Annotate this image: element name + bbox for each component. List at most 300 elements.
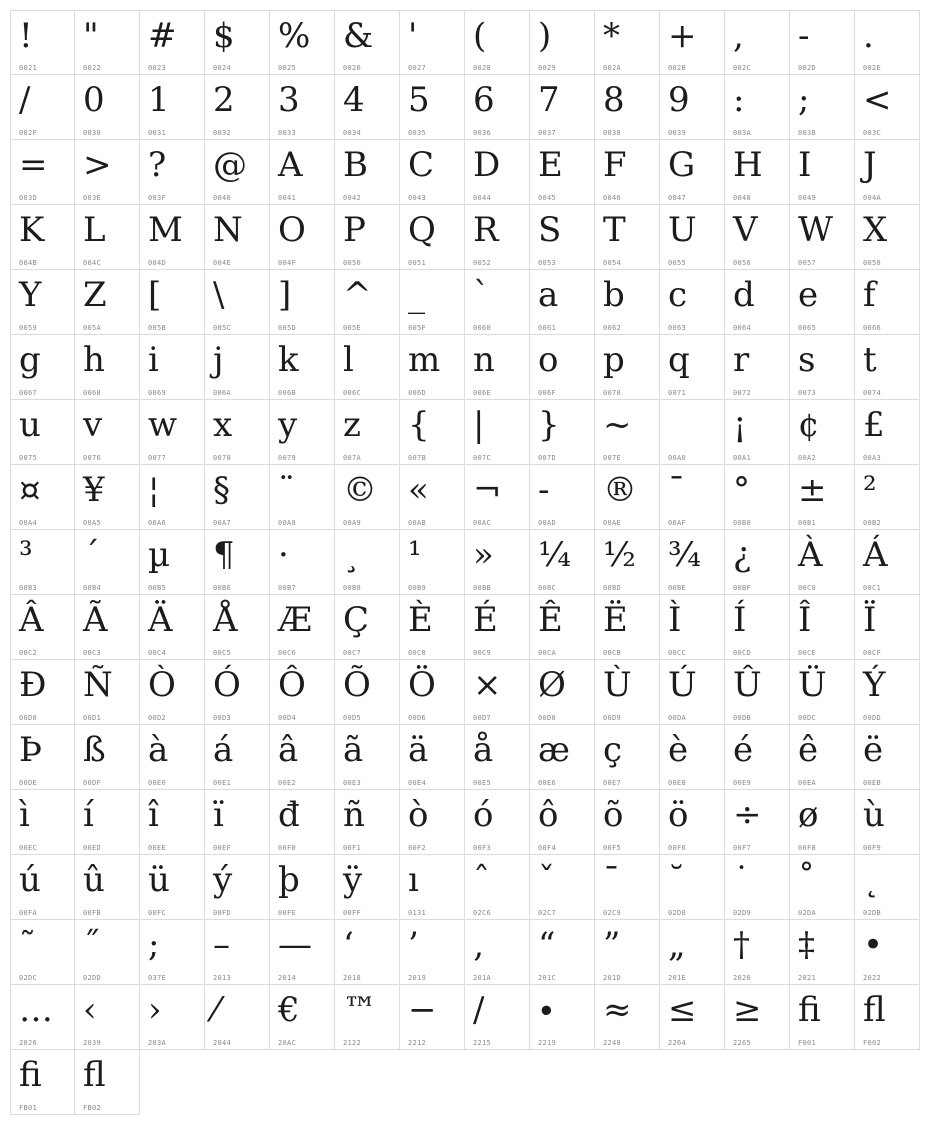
glyph-cell xyxy=(725,75,790,140)
glyph-codepoint-label: 0027 xyxy=(408,64,427,72)
glyph-cell xyxy=(790,595,855,660)
glyph-cell xyxy=(465,75,530,140)
glyph-character: ˜ xyxy=(19,925,36,965)
glyph-codepoint-label: 005A xyxy=(83,324,102,332)
glyph-character: · xyxy=(278,535,289,575)
glyph-character: . xyxy=(863,16,874,56)
glyph-cell xyxy=(335,660,400,725)
glyph-codepoint-label: 007A xyxy=(343,454,362,462)
glyph-character: Ì xyxy=(668,600,682,640)
glyph-character: , xyxy=(733,16,744,56)
glyph-cell xyxy=(855,400,920,465)
glyph-cell xyxy=(595,920,660,985)
glyph-codepoint-label: F002 xyxy=(863,1039,882,1047)
glyph-character: u xyxy=(19,405,41,445)
glyph-character: o xyxy=(538,340,559,380)
glyph-codepoint-label: 2248 xyxy=(603,1039,622,1047)
glyph-character: Ó xyxy=(213,665,241,705)
glyph-cell xyxy=(75,400,140,465)
glyph-codepoint-label: 006F xyxy=(538,389,557,397)
glyph-character: v xyxy=(83,405,103,445)
glyph-codepoint-label: 004C xyxy=(83,259,102,267)
glyph-codepoint-label: 002D xyxy=(798,64,817,72)
glyph-cell xyxy=(270,140,335,205)
glyph-character: s xyxy=(798,340,816,380)
glyph-codepoint-label: 00FF xyxy=(343,909,362,917)
glyph-character: = xyxy=(19,145,48,185)
glyph-cell xyxy=(10,465,75,530)
glyph-cell xyxy=(660,10,725,75)
glyph-cell xyxy=(855,75,920,140)
glyph-cell xyxy=(530,920,595,985)
glyph-codepoint-label: 0038 xyxy=(603,129,622,137)
glyph-codepoint-label: 00E4 xyxy=(408,779,427,787)
glyph-cell xyxy=(855,855,920,920)
glyph-cell xyxy=(595,985,660,1050)
glyph-cell xyxy=(270,595,335,660)
glyph-codepoint-label: 003C xyxy=(863,129,882,137)
glyph-codepoint-label: 0024 xyxy=(213,64,232,72)
glyph-codepoint-label: 00A6 xyxy=(148,519,167,527)
glyph-codepoint-label: 00F5 xyxy=(603,844,622,852)
glyph-cell xyxy=(205,920,270,985)
glyph-character: Å xyxy=(213,600,238,640)
glyph-cell xyxy=(530,660,595,725)
glyph-codepoint-label: 201E xyxy=(668,974,687,982)
glyph-cell xyxy=(595,855,660,920)
glyph-character: A xyxy=(278,145,303,185)
glyph-codepoint-label: 0075 xyxy=(19,454,38,462)
glyph-cell xyxy=(790,660,855,725)
glyph-cell xyxy=(595,75,660,140)
glyph-cell xyxy=(660,920,725,985)
glyph-codepoint-label: 02DD xyxy=(83,974,102,982)
glyph-codepoint-label: 0046 xyxy=(603,194,622,202)
glyph-cell xyxy=(400,530,465,595)
glyph-cell xyxy=(270,270,335,335)
glyph-cell xyxy=(270,855,335,920)
glyph-cell xyxy=(270,790,335,855)
glyph-character: æ xyxy=(538,730,570,770)
glyph-cell xyxy=(855,725,920,790)
glyph-codepoint-label: 00DC xyxy=(798,714,817,722)
glyph-character: S xyxy=(538,210,562,250)
glyph-cell xyxy=(400,660,465,725)
glyph-character: ⁄ xyxy=(213,990,219,1030)
glyph-cell xyxy=(335,595,400,660)
glyph-character: J xyxy=(863,145,877,185)
glyph-cell xyxy=(400,75,465,140)
glyph-character: Ï xyxy=(863,600,877,640)
glyph-character: m xyxy=(408,340,441,380)
glyph-codepoint-label: 00B9 xyxy=(408,584,427,592)
glyph-codepoint-label: 00BF xyxy=(733,584,752,592)
glyph-codepoint-label: 2212 xyxy=(408,1039,427,1047)
glyph-character: đ xyxy=(278,795,300,835)
glyph-cell xyxy=(595,140,660,205)
glyph-codepoint-label: 0035 xyxy=(408,129,427,137)
glyph-character: ) xyxy=(538,16,552,56)
glyph-codepoint-label: 006E xyxy=(473,389,492,397)
glyph-codepoint-label: 00FB xyxy=(83,909,102,917)
glyph-character: 7 xyxy=(538,80,560,120)
glyph-cell xyxy=(205,205,270,270)
glyph-character: ˝ xyxy=(83,925,100,965)
glyph-cell xyxy=(335,400,400,465)
glyph-cell xyxy=(205,985,270,1050)
glyph-codepoint-label: 0068 xyxy=(83,389,102,397)
glyph-cell xyxy=(140,75,205,140)
glyph-cell xyxy=(75,920,140,985)
glyph-character: ˛ xyxy=(863,860,880,900)
glyph-cell xyxy=(205,530,270,595)
glyph-codepoint-label: 0025 xyxy=(278,64,297,72)
glyph-character: } xyxy=(538,405,560,445)
glyph-codepoint-label: 00E1 xyxy=(213,779,232,787)
glyph-character: g xyxy=(19,340,41,380)
glyph-cell xyxy=(400,790,465,855)
glyph-character: H xyxy=(733,145,763,185)
glyph-codepoint-label: 0051 xyxy=(408,259,427,267)
glyph-codepoint-label: 002C xyxy=(733,64,752,72)
glyph-codepoint-label: 00D4 xyxy=(278,714,297,722)
glyph-cell xyxy=(855,465,920,530)
glyph-codepoint-label: 00CF xyxy=(863,649,882,657)
glyph-codepoint-label: 00CC xyxy=(668,649,687,657)
glyph-codepoint-label: F001 xyxy=(798,1039,817,1047)
glyph-codepoint-label: 0074 xyxy=(863,389,882,397)
glyph-character: — xyxy=(278,925,312,965)
glyph-character: ` xyxy=(473,275,490,315)
glyph-codepoint-label: 00A4 xyxy=(19,519,38,527)
glyph-cell xyxy=(10,985,75,1050)
glyph-character: _ xyxy=(408,275,425,315)
glyph-character: Í xyxy=(733,600,747,640)
glyph-cell xyxy=(140,140,205,205)
glyph-character: ˉ xyxy=(603,860,620,900)
glyph-codepoint-label: 00C8 xyxy=(408,649,427,657)
glyph-codepoint-label: 00A5 xyxy=(83,519,102,527)
glyph-character: t xyxy=(863,340,877,380)
glyph-cell xyxy=(335,530,400,595)
glyph-character: “ xyxy=(538,925,556,965)
glyph-codepoint-label: 00F0 xyxy=(278,844,297,852)
glyph-character: b xyxy=(603,275,625,315)
glyph-character: ﬂ xyxy=(863,990,886,1030)
glyph-character: ﬁ xyxy=(798,990,821,1030)
glyph-cell xyxy=(270,335,335,400)
glyph-character: ¿ xyxy=(733,535,752,575)
glyph-cell xyxy=(855,790,920,855)
glyph-cell xyxy=(270,75,335,140)
glyph-character: õ xyxy=(603,795,624,835)
glyph-codepoint-label: 00B0 xyxy=(733,519,752,527)
glyph-codepoint-label: 00D2 xyxy=(148,714,167,722)
glyph-character: P xyxy=(343,210,366,250)
glyph-character: Ü xyxy=(798,665,827,705)
glyph-cell xyxy=(530,855,595,920)
glyph-cell xyxy=(335,920,400,985)
glyph-character: − xyxy=(408,990,437,1030)
glyph-codepoint-label: 00CD xyxy=(733,649,752,657)
glyph-cell xyxy=(660,595,725,660)
glyph-codepoint-label: 00F9 xyxy=(863,844,882,852)
glyph-character: [ xyxy=(148,275,162,315)
glyph-codepoint-label: 00FA xyxy=(19,909,38,917)
glyph-codepoint-label: 00D1 xyxy=(83,714,102,722)
glyph-codepoint-label: 0076 xyxy=(83,454,102,462)
glyph-cell xyxy=(270,725,335,790)
glyph-cell xyxy=(725,530,790,595)
glyph-cell xyxy=(335,270,400,335)
glyph-cell xyxy=(790,530,855,595)
glyph-codepoint-label: 00EE xyxy=(148,844,167,852)
glyph-cell xyxy=(465,790,530,855)
glyph-character: Ñ xyxy=(83,665,113,705)
glyph-cell xyxy=(465,140,530,205)
glyph-character: Û xyxy=(733,665,762,705)
glyph-codepoint-label: 006B xyxy=(278,389,297,397)
glyph-character: + xyxy=(668,16,697,56)
glyph-cell xyxy=(725,335,790,400)
glyph-character: ç xyxy=(603,730,623,770)
glyph-codepoint-label: 00BE xyxy=(668,584,687,592)
glyph-cell xyxy=(660,335,725,400)
glyph-character: è xyxy=(668,730,689,770)
glyph-character: V xyxy=(733,210,758,250)
glyph-character: È xyxy=(408,600,433,640)
glyph-character: à xyxy=(148,730,169,770)
glyph-character: R xyxy=(473,210,499,250)
glyph-cell xyxy=(335,75,400,140)
glyph-codepoint-label: 00F6 xyxy=(668,844,687,852)
glyph-character: \ xyxy=(213,275,225,315)
glyph-character: @ xyxy=(213,145,247,185)
glyph-codepoint-label: 02DA xyxy=(798,909,817,917)
glyph-character: ˘ xyxy=(668,860,685,900)
glyph-codepoint-label: 203A xyxy=(148,1039,167,1047)
glyph-codepoint-label: 2021 xyxy=(798,974,817,982)
glyph-cell xyxy=(725,660,790,725)
glyph-codepoint-label: 006A xyxy=(213,389,232,397)
glyph-character: ( xyxy=(473,16,487,56)
glyph-cell xyxy=(855,335,920,400)
glyph-codepoint-label: 0078 xyxy=(213,454,232,462)
glyph-character: 8 xyxy=(603,80,625,120)
glyph-cell xyxy=(595,205,660,270)
glyph-cell xyxy=(400,140,465,205)
glyph-codepoint-label: 0033 xyxy=(278,129,297,137)
glyph-codepoint-label: 007C xyxy=(473,454,492,462)
glyph-character: ˇ xyxy=(538,860,555,900)
glyph-cell xyxy=(205,270,270,335)
glyph-character: ı xyxy=(408,860,419,900)
glyph-codepoint-label: 0066 xyxy=(863,324,882,332)
glyph-codepoint-label: 005F xyxy=(408,324,427,332)
glyph-character: ≈ xyxy=(603,990,632,1030)
glyph-codepoint-label: 0056 xyxy=(733,259,752,267)
glyph-character: ý xyxy=(213,860,233,900)
glyph-codepoint-label: 004D xyxy=(148,259,167,267)
glyph-cell xyxy=(595,595,660,660)
glyph-character: 0 xyxy=(83,80,105,120)
glyph-codepoint-label: 0071 xyxy=(668,389,687,397)
glyph-character: c xyxy=(668,275,688,315)
glyph-character: | xyxy=(473,405,485,445)
glyph-character: f xyxy=(863,275,876,315)
glyph-codepoint-label: 00C5 xyxy=(213,649,232,657)
glyph-character: … xyxy=(19,990,53,1030)
glyph-cell xyxy=(10,595,75,660)
glyph-character: 9 xyxy=(668,80,690,120)
glyph-cell xyxy=(725,855,790,920)
glyph-cell xyxy=(855,10,920,75)
glyph-codepoint-label: 2013 xyxy=(213,974,232,982)
glyph-cell xyxy=(75,660,140,725)
glyph-character: • xyxy=(863,925,884,965)
glyph-character: ¡ xyxy=(733,405,747,445)
glyph-character: ¨ xyxy=(278,470,295,510)
glyph-character: ã xyxy=(343,730,364,770)
glyph-character: 5 xyxy=(408,80,430,120)
glyph-character: é xyxy=(733,730,754,770)
glyph-cell xyxy=(725,920,790,985)
glyph-character: Ò xyxy=(148,665,176,705)
glyph-cell xyxy=(530,400,595,465)
glyph-codepoint-label: 0041 xyxy=(278,194,297,202)
glyph-cell xyxy=(10,140,75,205)
glyph-cell xyxy=(400,335,465,400)
glyph-codepoint-label: 2022 xyxy=(863,974,882,982)
glyph-codepoint-label: FB01 xyxy=(19,1104,38,1112)
glyph-codepoint-label: 00D5 xyxy=(343,714,362,722)
glyph-codepoint-label: 00D0 xyxy=(19,714,38,722)
glyph-cell xyxy=(660,75,725,140)
glyph-codepoint-label: 2018 xyxy=(343,974,362,982)
glyph-codepoint-label: 02C6 xyxy=(473,909,492,917)
glyph-codepoint-label: 00EF xyxy=(213,844,232,852)
glyph-character: ß xyxy=(83,730,106,770)
glyph-codepoint-label: 00E6 xyxy=(538,779,557,787)
glyph-character: Ú xyxy=(668,665,697,705)
glyph-character: # xyxy=(148,16,177,56)
glyph-codepoint-label: 037E xyxy=(148,974,167,982)
glyph-codepoint-label: 0077 xyxy=(148,454,167,462)
glyph-cell xyxy=(725,790,790,855)
glyph-cell xyxy=(595,400,660,465)
glyph-cell xyxy=(10,335,75,400)
glyph-codepoint-label: 005C xyxy=(213,324,232,332)
glyph-cell xyxy=(725,140,790,205)
glyph-cell xyxy=(530,270,595,335)
glyph-cell xyxy=(270,530,335,595)
glyph-character: Æ xyxy=(278,600,313,640)
glyph-codepoint-label: 2264 xyxy=(668,1039,687,1047)
glyph-codepoint-label: 00CE xyxy=(798,649,817,657)
glyph-character: i xyxy=(148,340,159,380)
glyph-character: z xyxy=(343,405,361,445)
glyph-codepoint-label: 00A9 xyxy=(343,519,362,527)
glyph-cell xyxy=(10,270,75,335)
glyph-codepoint-label: 0030 xyxy=(83,129,102,137)
glyph-codepoint-label: 0028 xyxy=(473,64,492,72)
glyph-codepoint-label: 0054 xyxy=(603,259,622,267)
glyph-character: ; xyxy=(798,80,810,120)
glyph-character: ≤ xyxy=(668,990,697,1030)
glyph-cell xyxy=(75,140,140,205)
glyph-cell xyxy=(75,465,140,530)
glyph-codepoint-label: 201D xyxy=(603,974,622,982)
glyph-codepoint-label: 00D3 xyxy=(213,714,232,722)
glyph-cell xyxy=(335,10,400,75)
glyph-codepoint-label: 004B xyxy=(19,259,38,267)
glyph-codepoint-label: 00DF xyxy=(83,779,102,787)
glyph-cell xyxy=(400,10,465,75)
glyph-character: × xyxy=(473,665,502,705)
glyph-codepoint-label: 00CA xyxy=(538,649,557,657)
glyph-cell xyxy=(530,140,595,205)
glyph-character: Ê xyxy=(538,600,563,640)
glyph-character: y xyxy=(278,405,298,445)
glyph-cell xyxy=(205,335,270,400)
glyph-codepoint-label: 0064 xyxy=(733,324,752,332)
glyph-codepoint-label: 0057 xyxy=(798,259,817,267)
glyph-character: Ä xyxy=(148,600,173,640)
glyph-character: Â xyxy=(19,600,44,640)
glyph-character: á xyxy=(213,730,234,770)
glyph-cell xyxy=(10,205,75,270)
glyph-codepoint-label: 00E2 xyxy=(278,779,297,787)
glyph-character: p xyxy=(603,340,625,380)
glyph-cell xyxy=(75,530,140,595)
glyph-character: d xyxy=(733,275,755,315)
glyph-codepoint-label: 00B4 xyxy=(83,584,102,592)
glyph-codepoint-label: 00C2 xyxy=(19,649,38,657)
glyph-cell xyxy=(660,205,725,270)
glyph-character: 6 xyxy=(473,80,495,120)
glyph-character: " xyxy=(83,16,99,56)
glyph-character: Ý xyxy=(863,665,886,705)
glyph-cell xyxy=(400,205,465,270)
glyph-character: § xyxy=(213,470,230,510)
glyph-codepoint-label: 00F3 xyxy=(473,844,492,852)
glyph-cell xyxy=(270,10,335,75)
glyph-character: † xyxy=(733,925,750,965)
glyph-cell xyxy=(400,465,465,530)
glyph-cell xyxy=(660,400,725,465)
glyph-codepoint-label: 00A2 xyxy=(798,454,817,462)
glyph-character: ® xyxy=(603,470,637,510)
glyph-codepoint-label: 0053 xyxy=(538,259,557,267)
glyph-character: ∙ xyxy=(538,990,555,1030)
glyph-character: » xyxy=(473,535,494,575)
glyph-character: « xyxy=(408,470,429,510)
glyph-character: ^ xyxy=(343,275,372,315)
glyph-character: ! xyxy=(19,16,33,56)
glyph-cell xyxy=(270,205,335,270)
glyph-cell xyxy=(75,985,140,1050)
glyph-character: ~ xyxy=(603,405,632,445)
glyph-cell xyxy=(660,725,725,790)
glyph-character: ‚ xyxy=(473,925,484,965)
glyph-cell xyxy=(660,465,725,530)
glyph-codepoint-label: 0050 xyxy=(343,259,362,267)
glyph-codepoint-label: 00B2 xyxy=(863,519,882,527)
glyph-cell xyxy=(140,725,205,790)
glyph-cell xyxy=(855,140,920,205)
glyph-codepoint-label: 0061 xyxy=(538,324,557,332)
glyph-character xyxy=(668,403,679,447)
